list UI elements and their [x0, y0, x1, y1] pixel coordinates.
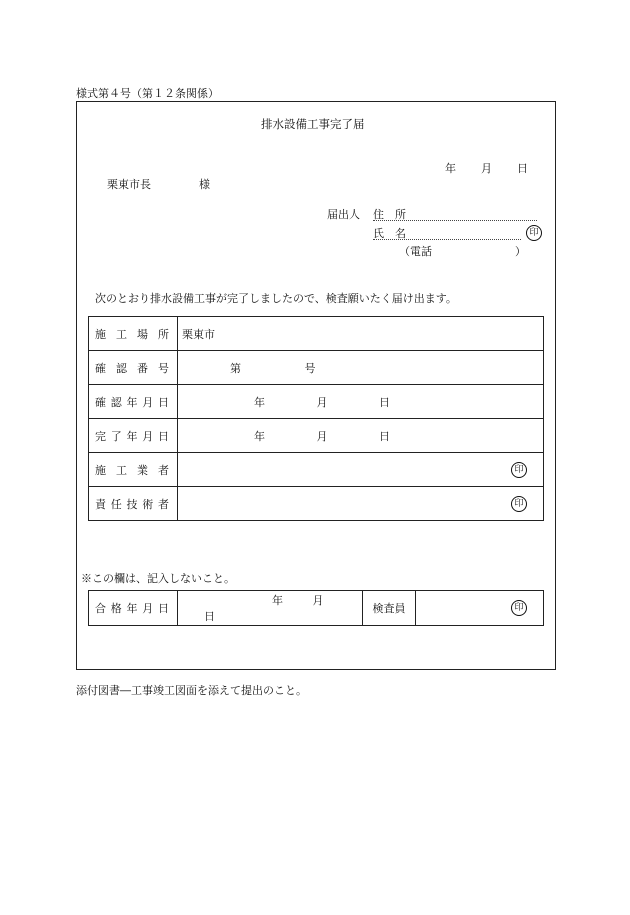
- number-first: 第: [230, 361, 241, 375]
- table-row: [89, 487, 544, 521]
- notifier-seal-icon: 印: [526, 225, 542, 241]
- conf-year: 年: [254, 395, 265, 409]
- label-char: 施: [95, 463, 106, 477]
- table-row: [89, 317, 544, 351]
- value-confirmation-number[interactable]: [178, 351, 544, 385]
- value-confirmation-date[interactable]: [178, 385, 544, 419]
- label-char: 任: [110, 497, 122, 511]
- engineer-seal-icon: 印: [511, 496, 527, 512]
- table-row: [89, 351, 544, 385]
- notifier-address-label: 住 所: [373, 208, 406, 221]
- value-construction-site[interactable]: 栗東市: [178, 317, 544, 351]
- table-row: [89, 591, 544, 626]
- label-char: 責: [95, 497, 106, 511]
- value-pass-date[interactable]: [178, 591, 363, 626]
- label-char: 日: [158, 429, 169, 443]
- form-number: 様式第４号（第１２条関係）: [76, 87, 219, 100]
- table-row: [89, 453, 544, 487]
- label-char: 技: [126, 497, 138, 511]
- phone-close: ）: [515, 245, 526, 258]
- label-char: 合: [95, 602, 106, 615]
- note-text: ※この欄は、記入しないこと。: [81, 572, 235, 585]
- comp-day: 日: [379, 429, 390, 443]
- value-completion-date[interactable]: [178, 419, 544, 453]
- completion-table: [88, 316, 544, 521]
- label-char: 認: [116, 361, 127, 375]
- label-char: 術: [142, 497, 154, 511]
- label-inspector: 検査員: [363, 591, 416, 626]
- label-char: 年: [126, 429, 138, 443]
- form-title: 排水設備工事完了届: [261, 117, 365, 131]
- label-construction-site: [89, 317, 178, 351]
- table-row: [89, 385, 544, 419]
- label-char: 了: [110, 429, 122, 443]
- label-char: 年: [126, 395, 138, 409]
- number-second: 号: [304, 361, 316, 375]
- label-confirmation-number: [89, 351, 178, 385]
- conf-day: 日: [379, 395, 390, 409]
- inspection-table: [88, 590, 544, 626]
- label-contractor: [89, 453, 178, 487]
- addressee-honorific: 様: [199, 178, 210, 191]
- label-char: 号: [158, 361, 169, 375]
- label-char: 確: [95, 395, 106, 409]
- table-row: [89, 419, 544, 453]
- label-char: 月: [142, 602, 154, 615]
- label-char: 日: [158, 602, 169, 615]
- label-char: 業: [137, 463, 148, 477]
- date-year[interactable]: 年: [445, 162, 456, 175]
- label-char: 所: [158, 327, 169, 341]
- phone-open: （電話: [399, 245, 432, 258]
- label-char: 年: [126, 602, 138, 615]
- label-char: 工: [116, 463, 127, 477]
- value-contractor[interactable]: [178, 453, 544, 487]
- label-char: 完: [95, 429, 106, 443]
- label-char: 工: [116, 327, 127, 341]
- comp-year: 年: [254, 429, 265, 443]
- conf-month: 月: [316, 395, 328, 409]
- label-confirmation-date: [89, 385, 178, 419]
- label-char: 施: [95, 327, 106, 341]
- label-char: 格: [110, 602, 122, 615]
- label-char: 日: [158, 395, 169, 409]
- label-char: 者: [158, 497, 169, 511]
- date-month[interactable]: 月: [481, 162, 492, 175]
- form-frame: [76, 101, 556, 670]
- label-chief-engineer: [89, 487, 178, 521]
- pass-year: 年: [272, 594, 283, 607]
- label-char: 認: [110, 395, 122, 409]
- notifier-label: 届出人: [327, 208, 360, 221]
- comp-month: 月: [316, 429, 328, 443]
- date-day[interactable]: 日: [517, 162, 528, 175]
- notifier-name-label: 氏 名: [373, 227, 406, 240]
- addressee-name: 栗東市長: [107, 178, 151, 191]
- label-char: 者: [158, 463, 169, 477]
- footer-note: 添付図書―工事竣工図面を添えて提出のこと。: [76, 684, 307, 697]
- pass-month: 月: [312, 594, 324, 607]
- label-char: 月: [142, 429, 154, 443]
- label-char: 確: [95, 361, 106, 375]
- label-pass-date: [89, 591, 178, 626]
- label-completion-date: [89, 419, 178, 453]
- pass-day: 日: [204, 610, 215, 623]
- intro-text: 次のとおり排水設備工事が完了しましたので、検査願いたく届け出ます。: [95, 292, 457, 305]
- address-line[interactable]: [373, 220, 537, 221]
- value-chief-engineer[interactable]: [178, 487, 544, 521]
- name-line[interactable]: [373, 239, 521, 240]
- label-char: 番: [137, 361, 148, 375]
- contractor-seal-icon: 印: [511, 462, 527, 478]
- value-inspector[interactable]: [416, 591, 544, 626]
- label-char: 月: [142, 395, 154, 409]
- label-char: 場: [137, 327, 148, 341]
- inspector-seal-icon: 印: [511, 600, 527, 616]
